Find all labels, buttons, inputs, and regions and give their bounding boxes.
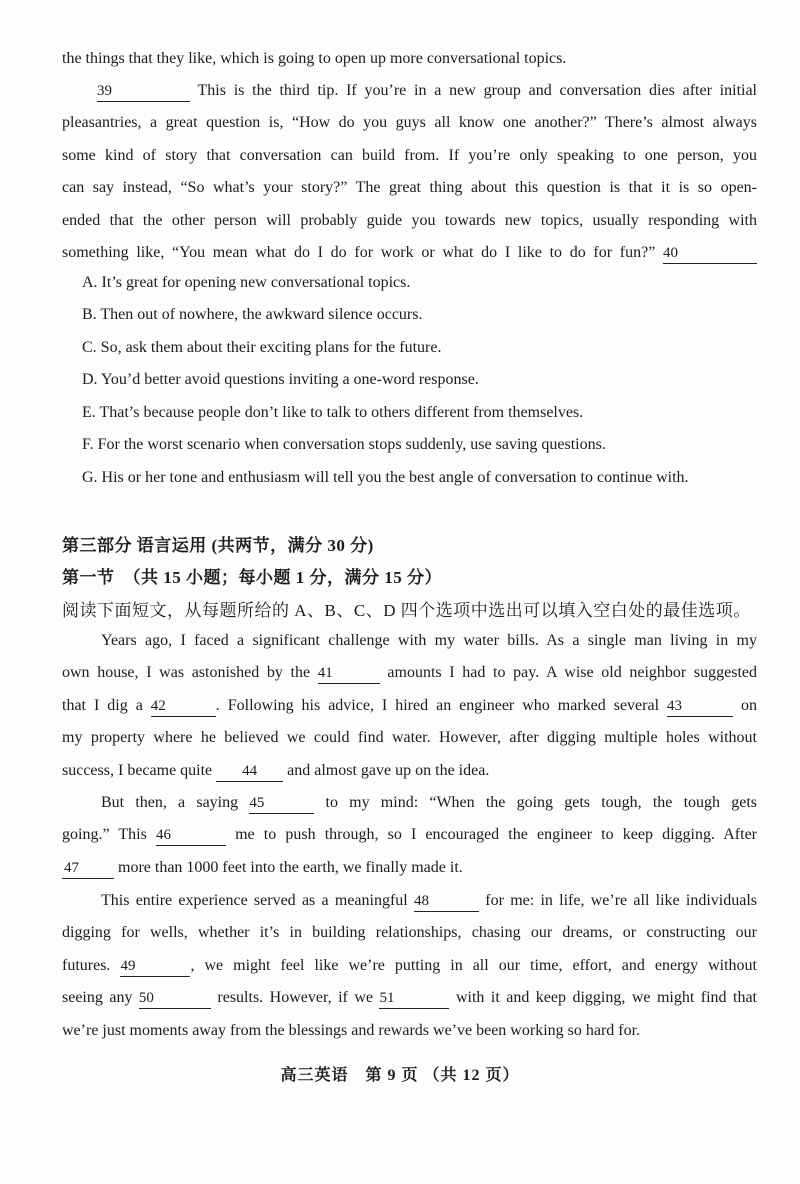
text-run: something like, “You mean what do I do for work or what do I like to do for fun?” <box>62 244 663 262</box>
text-run: some kind of story that conversation can build from. If you’re only speaking to one person, you <box>62 146 757 164</box>
text-line <box>62 562 757 594</box>
text-run: can say instead, “So what’s your story?” The great thing about this question is that it is so open- <box>62 179 757 197</box>
text-run: me to push through, so I encouraged the engineer to keep digging. After <box>225 826 757 844</box>
text-line <box>62 755 757 787</box>
text-line <box>62 43 757 75</box>
text-line <box>82 299 782 331</box>
blank-47: 47 <box>62 859 114 879</box>
text-run: amounts I had to pay. A wise old neighbor suggested <box>379 664 757 682</box>
text-run: the things that they like, which is going to open up more conversational topics. <box>62 50 567 67</box>
text-run: D. You’d better avoid questions inviting a one-word response. <box>82 371 479 389</box>
text-run: and almost gave up on the idea. <box>283 761 490 779</box>
text-run: that I dig a <box>62 696 151 714</box>
text-line <box>62 172 757 204</box>
page-footer: 高三英语 第 9 页 （共 12 页） <box>280 1067 520 1084</box>
text-line <box>62 205 757 237</box>
text-run: B. Then out of nowhere, the awkward silence occurs. <box>82 306 423 324</box>
text-line <box>82 462 782 494</box>
text-run: digging for wells, whether it’s in building relationships, chasing our dreams, or constructing our <box>62 924 757 942</box>
text-run: on <box>733 696 757 714</box>
text-run: But then, a saying <box>101 794 250 811</box>
text-line <box>82 364 782 396</box>
blank-49: 49 <box>120 957 190 977</box>
text-run: more than 1000 feet into the earth, we finally made it. <box>114 858 463 876</box>
text-run: success, I became quite <box>62 761 217 779</box>
text-line <box>62 819 757 851</box>
text-line <box>62 140 757 172</box>
blank-44: 44 <box>216 762 283 782</box>
text-run: This entire experience served as a meaningful <box>101 892 415 909</box>
text-run: seeing any <box>62 989 139 1007</box>
text-line <box>62 530 757 562</box>
text-run: G. His or her tone and enthusiasm will tell you the best angle of conversation to continue with. <box>82 468 689 486</box>
text-run: This is the third tip. If you’re in a new group and conversation dies after initial <box>190 82 757 99</box>
blank-39: 39 <box>97 82 190 102</box>
blank-41: 41 <box>318 664 380 684</box>
blank-50: 50 <box>139 989 211 1009</box>
text-line <box>62 237 757 269</box>
text-line <box>82 267 782 299</box>
text-run: for me: in life, we’re all like individuals <box>479 892 758 909</box>
text-line <box>62 982 757 1014</box>
text-run: results. However, if we <box>210 989 380 1007</box>
cloze-paragraph-1 <box>62 625 757 787</box>
section-heading <box>62 530 757 627</box>
text-run: A. It’s great for opening new conversational topics. <box>82 274 411 291</box>
text-line <box>62 917 757 949</box>
text-run: we’re just moments away from the blessings and rewards we’ve been working so hard for. <box>62 1021 641 1039</box>
text-line <box>82 332 782 364</box>
text-run: C. So, ask them about their exciting plans for the future. <box>82 338 442 356</box>
text-run: . Following his advice, I hired an engineer who marked several <box>215 696 668 714</box>
text-line <box>62 950 757 982</box>
paragraph-tail <box>62 43 757 75</box>
text-run: with it and keep digging, we might find that <box>449 989 758 1007</box>
text-line <box>62 625 757 657</box>
text-line <box>62 787 757 819</box>
blank-43: 43 <box>667 697 733 717</box>
text-run: my property where he believed we could find water. However, after digging multiple holes without <box>62 729 757 747</box>
text-run: Years ago, I faced a significant challenge with my water bills. As a single man living in my <box>101 632 757 649</box>
options-a-g <box>82 267 782 494</box>
text-run: own house, I was astonished by the <box>62 664 318 682</box>
cloze-paragraph-2 <box>62 787 757 884</box>
text-line <box>62 107 757 139</box>
text-run: to my mind: “When the going gets tough, the tough gets <box>314 794 757 811</box>
blank-48: 48 <box>414 892 479 912</box>
text-line <box>82 397 782 429</box>
cloze-paragraph-3 <box>62 885 757 1047</box>
text-line <box>62 1015 757 1047</box>
text-line <box>62 722 757 754</box>
blank-45: 45 <box>249 794 314 814</box>
text-run: , we might feel like we’re putting in all our time, effort, and energy without <box>190 956 758 974</box>
text-line <box>62 595 757 627</box>
text-run: F. For the worst scenario when conversation stops suddenly, use saving questions. <box>82 436 606 454</box>
paragraph-39-40 <box>62 75 757 270</box>
text-line <box>62 657 757 689</box>
text-run: 阅读下面短文，从每题所给的 A、B、C、D 四个选项中选出可以填入空白处的最佳选项。 <box>62 600 751 620</box>
text-line <box>62 75 757 107</box>
blank-51: 51 <box>379 989 449 1009</box>
blank-42: 42 <box>151 697 216 717</box>
text-run: pleasantries, a great question is, “How do you guys all know one another?” There’s almost always <box>62 114 757 132</box>
text-run: going.” This <box>62 826 156 844</box>
blank-46: 46 <box>156 826 226 846</box>
text-line <box>62 852 757 884</box>
text-line <box>62 885 757 917</box>
text-run: futures. <box>62 956 121 974</box>
text-run: E. That’s because people don’t like to talk to others different from themselves. <box>82 403 584 421</box>
blank-40: 40 <box>663 244 757 264</box>
text-run: ended that the other person will probably guide you towards new topics, usually responding with <box>62 211 757 229</box>
text-line <box>62 690 757 722</box>
text-run: 第一节 （共 15 小题；每小题 1 分，满分 15 分） <box>62 568 442 588</box>
text-run: 第三部分 语言运用 (共两节，满分 30 分) <box>62 536 374 555</box>
text-line <box>82 429 782 461</box>
